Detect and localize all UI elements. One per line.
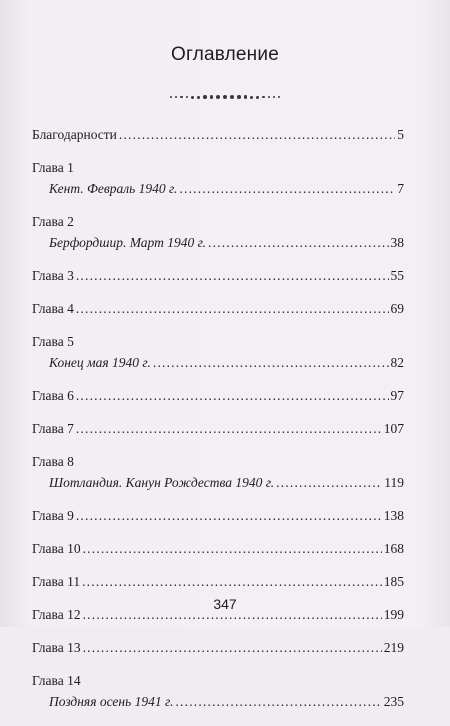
- toc-entry: [32, 126, 404, 147]
- toc-label: Берфордшир. Март 1940 г.: [49, 235, 207, 250]
- toc-entry: [32, 333, 404, 375]
- dot-leader: [153, 354, 389, 372]
- dot-leader: [76, 507, 382, 525]
- toc-line: [32, 507, 404, 528]
- toc-label: Кент. Февраль 1940 г.: [49, 181, 178, 196]
- toc-page-number: 7: [397, 181, 404, 196]
- dot-leader: [179, 180, 395, 198]
- dot-leader: [119, 126, 395, 144]
- toc-line: [32, 639, 404, 660]
- toc-label: Глава 13: [32, 640, 81, 655]
- toc-label: Глава 14: [32, 673, 81, 688]
- toc-page-number: 69: [390, 301, 404, 316]
- toc-page-number: 138: [383, 508, 404, 523]
- toc-label: Глава 3: [32, 268, 74, 283]
- toc-label: Глава 9: [32, 508, 74, 523]
- toc-label: Глава 12: [32, 607, 81, 622]
- toc-label: Глава 1: [32, 160, 74, 175]
- dot-leader: [208, 234, 388, 252]
- toc-line: [32, 387, 404, 408]
- toc-line: [32, 267, 404, 288]
- toc-entry: [32, 540, 404, 561]
- toc-label: Глава 5: [32, 334, 74, 349]
- toc-page-number: 199: [383, 607, 404, 622]
- dot-leader: [76, 267, 389, 285]
- toc-page-number: 168: [383, 541, 404, 556]
- toc-label: Благодарности: [32, 127, 117, 142]
- toc-subtitle-line: [32, 234, 404, 255]
- toc-page-number: 55: [390, 268, 404, 283]
- toc-entry: [32, 639, 404, 660]
- toc-entry: [32, 267, 404, 288]
- toc-entry: [32, 453, 404, 495]
- toc-label: Глава 2: [32, 214, 74, 229]
- toc-label: Глава 8: [32, 454, 74, 469]
- toc-line: [32, 300, 404, 321]
- toc-line: [32, 540, 404, 561]
- toc-label: Конец мая 1940 г.: [49, 355, 151, 370]
- page-number: 347: [213, 596, 237, 612]
- dot-leader: [82, 573, 382, 591]
- ornament-divider: [0, 92, 450, 102]
- page-title: Оглавление: [171, 44, 279, 65]
- dot-leader: [83, 540, 382, 558]
- toc-subtitle-line: [32, 693, 404, 714]
- dot-leader: [76, 420, 382, 438]
- toc-page-number: 97: [390, 388, 404, 403]
- toc-page-number: 107: [383, 421, 404, 436]
- toc-label: Глава 7: [32, 421, 74, 436]
- toc-subtitle-line: [32, 354, 404, 375]
- toc-subtitle-line: [32, 474, 404, 495]
- toc-page-number: 219: [383, 640, 404, 655]
- dot-leader: [175, 693, 381, 711]
- toc-entry: [32, 420, 404, 441]
- toc-page-number: 235: [383, 694, 404, 709]
- toc-entry: [32, 672, 404, 714]
- toc-page-number: 119: [384, 475, 404, 490]
- toc-entry: [32, 507, 404, 528]
- toc-page-number: 5: [397, 127, 404, 142]
- toc-line: [32, 672, 404, 693]
- toc-entry: [32, 213, 404, 255]
- toc-line: [32, 213, 404, 234]
- toc-entry: [32, 573, 404, 594]
- toc-line: [32, 333, 404, 354]
- toc-subtitle-line: [32, 180, 404, 201]
- dot-leader: [276, 474, 382, 492]
- toc-label: Глава 6: [32, 388, 74, 403]
- toc-label: Глава 4: [32, 301, 74, 316]
- toc-label: Шотландия. Канун Рождества 1940 г.: [49, 475, 275, 490]
- table-of-contents: [32, 126, 404, 726]
- toc-entry: [32, 300, 404, 321]
- toc-page-number: 82: [390, 355, 404, 370]
- toc-entry: [32, 159, 404, 201]
- toc-line: [32, 159, 404, 180]
- toc-line: [32, 420, 404, 441]
- toc-line: [32, 126, 404, 147]
- toc-label: Поздняя осень 1941 г.: [49, 694, 174, 709]
- toc-label: Глава 10: [32, 541, 81, 556]
- dot-leader: [83, 639, 382, 657]
- toc-entry: [32, 387, 404, 408]
- toc-page-number: 38: [390, 235, 404, 250]
- toc-line: [32, 573, 404, 594]
- dot-leader: [76, 300, 389, 318]
- toc-line: [32, 453, 404, 474]
- toc-page-number: 185: [383, 574, 404, 589]
- toc-label: Глава 11: [32, 574, 81, 589]
- dot-leader: [76, 387, 389, 405]
